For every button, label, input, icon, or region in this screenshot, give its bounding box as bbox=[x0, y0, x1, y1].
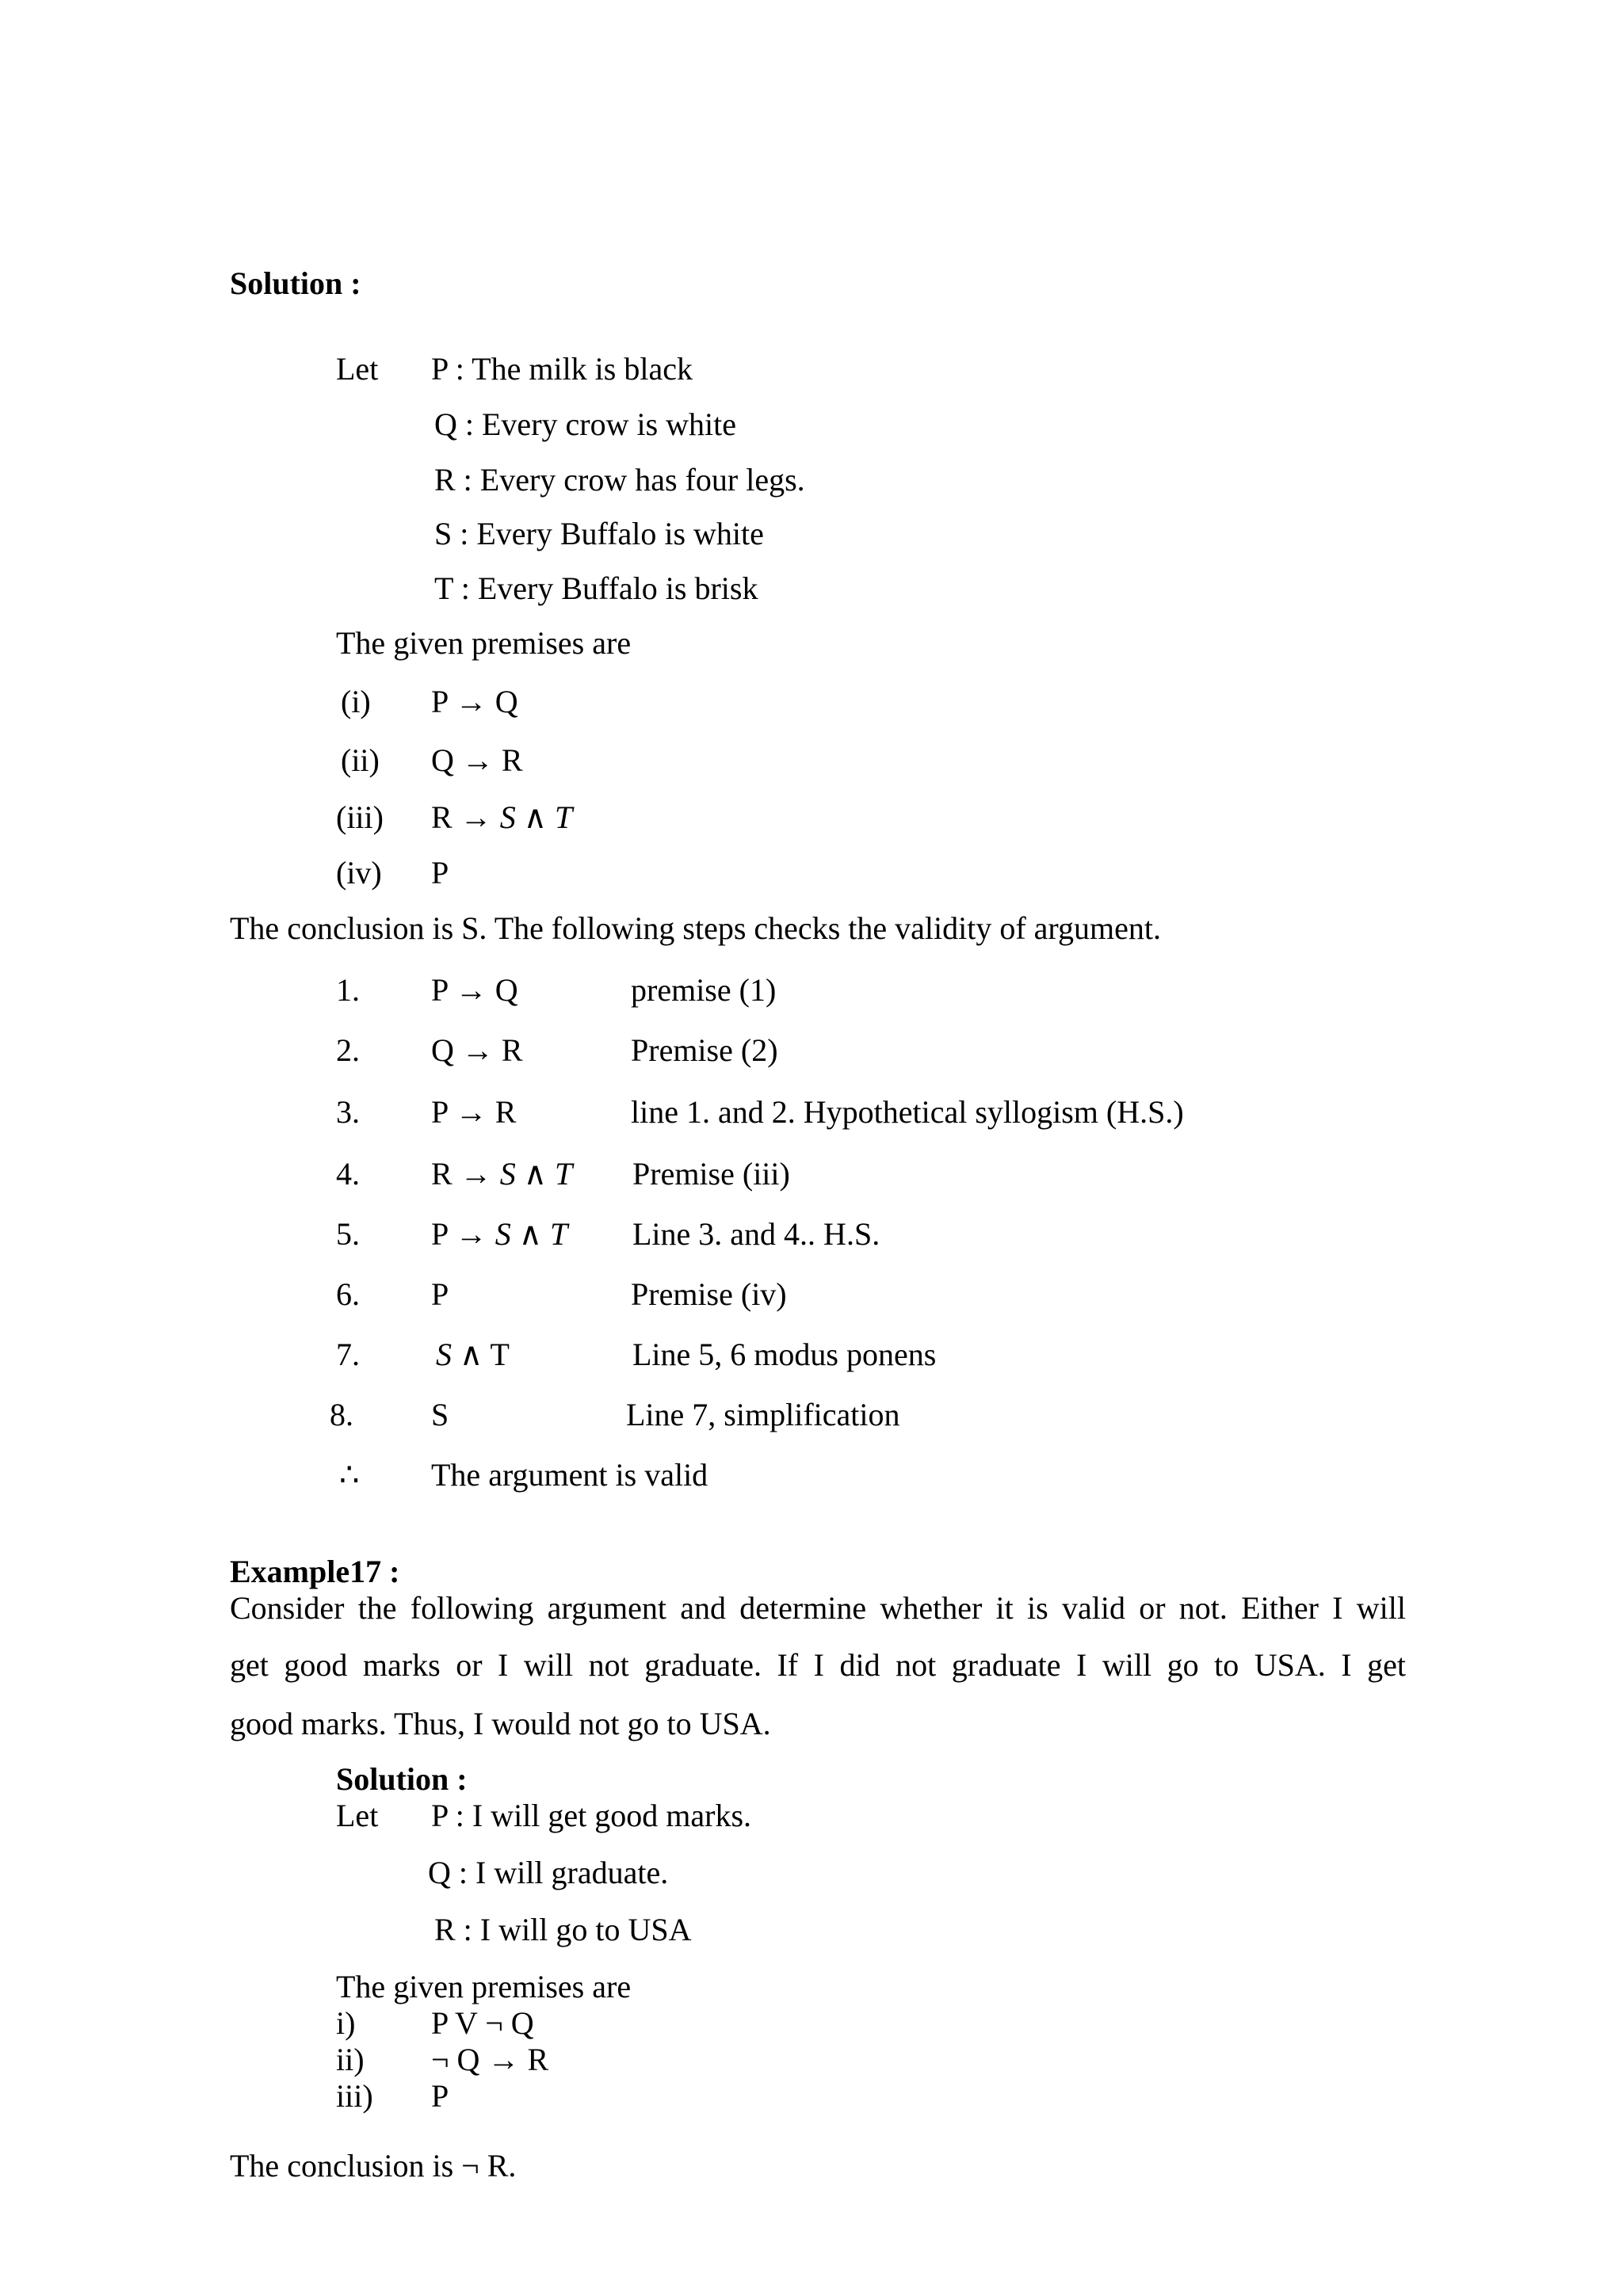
step-reason: line 1. and 2. Hypothetical syllogism (H.S.) bbox=[631, 1094, 1184, 1130]
step-number: 5. bbox=[336, 1216, 360, 1252]
step-expression: P → R bbox=[431, 1094, 517, 1130]
example17-paragraph-last-line: good marks. Thus, I would not go to USA. bbox=[230, 1706, 771, 1741]
premise-expression: P V ¬ Q bbox=[431, 2005, 534, 2041]
premise-expression: P bbox=[431, 2078, 449, 2114]
premise-expression-text: R → bbox=[431, 799, 500, 835]
step-expression: P bbox=[431, 1276, 449, 1312]
definition-p: P : The milk is black bbox=[431, 351, 693, 387]
example17-conclusion: The conclusion is ¬ R. bbox=[230, 2148, 517, 2183]
step-expression-text: P → bbox=[431, 1216, 495, 1252]
example17-paragraph bbox=[230, 1580, 1406, 1694]
step-number: 7. bbox=[336, 1337, 360, 1372]
premise-expression: P bbox=[431, 855, 449, 891]
step-number: 4. bbox=[336, 1156, 360, 1192]
step-number: 2. bbox=[336, 1032, 360, 1068]
premise-label: (iv) bbox=[336, 855, 382, 891]
premise-math: S ∧ T bbox=[499, 799, 573, 835]
conclusion-statement: The conclusion is S. The following steps checks the validity of argument. bbox=[230, 910, 1161, 946]
premise-label: (iii) bbox=[336, 799, 384, 835]
premise-expression: ¬ Q → R bbox=[431, 2042, 549, 2077]
premise-expression bbox=[431, 799, 572, 837]
definition-q: Q : I will graduate. bbox=[428, 1855, 669, 1890]
step-expression: S bbox=[431, 1397, 449, 1432]
example17-paragraph-line: get good marks or I will not graduate. If I did not graduate I will go to USA. I get bbox=[230, 1647, 1406, 1683]
definition-p: P : I will get good marks. bbox=[431, 1798, 752, 1833]
step-expression-text: T bbox=[483, 1337, 510, 1372]
premise-label: iii) bbox=[336, 2078, 373, 2114]
step-number: 1. bbox=[336, 972, 360, 1008]
step-expression: P → Q bbox=[431, 972, 518, 1008]
example17-paragraph-line: Consider the following argument and determine whether it is valid or not. Either I will bbox=[230, 1590, 1406, 1626]
premises-intro: The given premises are bbox=[336, 625, 632, 661]
step-math: S ∧ T bbox=[499, 1156, 573, 1192]
let-label: Let bbox=[336, 351, 379, 387]
step-reason: Line 5, 6 modus ponens bbox=[632, 1337, 937, 1372]
step-expression bbox=[436, 1336, 510, 1374]
step-reason: Premise (2) bbox=[631, 1032, 778, 1068]
step-reason: Premise (iii) bbox=[632, 1156, 790, 1192]
therefore-symbol: ∴ bbox=[339, 1457, 360, 1493]
step-expression: Q → R bbox=[431, 1032, 523, 1068]
step-reason: Line 7, simplification bbox=[626, 1397, 900, 1432]
premise-label: ii) bbox=[336, 2042, 365, 2077]
step-reason: Premise (iv) bbox=[631, 1276, 787, 1312]
definition-s: S : Every Buffalo is white bbox=[434, 516, 764, 551]
step-expression-text: R → bbox=[431, 1156, 500, 1192]
step-expression bbox=[431, 1215, 567, 1253]
example17-heading: Example17 : bbox=[230, 1554, 400, 1589]
step-number: 8. bbox=[330, 1397, 353, 1432]
step-expression bbox=[431, 1155, 572, 1193]
premise-expression: Q → R bbox=[431, 742, 523, 778]
step-number: 3. bbox=[336, 1094, 360, 1130]
step-reason: premise (1) bbox=[631, 972, 777, 1008]
step-math: S ∧ bbox=[436, 1337, 483, 1372]
argument-valid-statement: The argument is valid bbox=[431, 1457, 708, 1493]
step-number: 6. bbox=[336, 1276, 360, 1312]
solution-heading: Solution : bbox=[230, 265, 361, 301]
definition-q: Q : Every crow is white bbox=[434, 406, 737, 442]
step-math: S ∧ T bbox=[495, 1216, 568, 1252]
definition-r: R : Every crow has four legs. bbox=[434, 462, 805, 498]
premise-label: (ii) bbox=[341, 742, 380, 778]
example17-solution-heading: Solution : bbox=[336, 1761, 468, 1797]
definition-r: R : I will go to USA bbox=[434, 1912, 692, 1947]
premise-expression: P → Q bbox=[431, 684, 518, 719]
let-label: Let bbox=[336, 1798, 379, 1833]
premises-intro: The given premises are bbox=[336, 1969, 632, 2004]
premise-label: (i) bbox=[341, 684, 371, 719]
step-reason: Line 3. and 4.. H.S. bbox=[632, 1216, 880, 1252]
premise-label: i) bbox=[336, 2005, 356, 2041]
definition-t: T : Every Buffalo is brisk bbox=[434, 570, 758, 606]
